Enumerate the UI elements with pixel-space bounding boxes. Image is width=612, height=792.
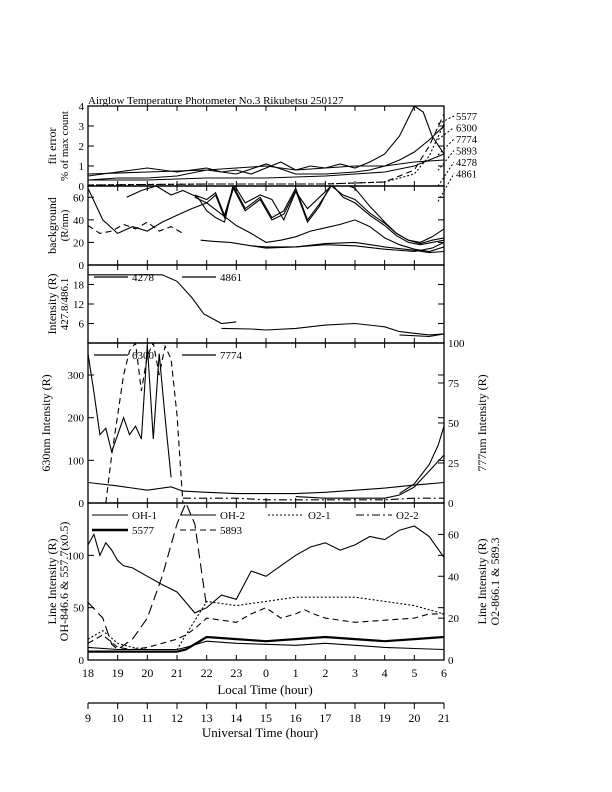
background-ytick-label: 40 <box>73 214 84 227</box>
ut-tick-label: 10 <box>111 711 124 725</box>
red_lines-ytick-label: 100 <box>67 455 84 468</box>
oh_o2-ylabel: Line Intensity (R) <box>45 538 59 625</box>
local-tick-label: 1 <box>292 666 299 680</box>
fit_error-series-4278 <box>88 124 444 185</box>
oh_o2-rtick-label: 20 <box>448 613 459 626</box>
fit_error-ytick-label: 4 <box>78 101 84 113</box>
figure-title: Airglow Temperature Photometer No.3 Rikubetsu 250127 <box>88 95 344 107</box>
ut-tick-label: 16 <box>289 711 302 725</box>
background-panel <box>45 184 444 272</box>
fit_error-series-4861 <box>88 114 444 185</box>
local-tick-label: 3 <box>352 666 358 680</box>
background-ytick-label: 20 <box>73 237 84 250</box>
blue_lines-ylabel: Intensity (R) <box>45 273 59 335</box>
local-tick-label: 21 <box>171 666 183 680</box>
oh_o2-panel <box>45 503 502 667</box>
local-tick-label: 22 <box>200 666 213 680</box>
fit-legend-5577: 5577 <box>456 112 477 123</box>
red_lines-rtick-label: 75 <box>448 378 459 390</box>
fit_error-ylabel: fit error <box>45 127 59 165</box>
fit_error-series-7774 <box>88 154 444 180</box>
ut-tick-label: 12 <box>171 711 183 725</box>
ut-tick-label: 21 <box>438 711 450 725</box>
local-tick-label: 19 <box>111 666 124 680</box>
oh-legend-5577: 5577 <box>132 525 154 537</box>
oh-legend-OH-2: OH-2 <box>220 510 246 522</box>
fit-legend-6300: 6300 <box>456 123 477 135</box>
fit-legend-7774: 7774 <box>456 135 477 146</box>
red_lines-rtick-label: 50 <box>448 418 459 430</box>
local-tick-label: 20 <box>141 666 154 680</box>
ut-label: Universal Time (hour) <box>201 725 319 740</box>
ut-tick-label: 18 <box>349 711 361 725</box>
ut-tick-label: 19 <box>378 711 391 725</box>
fit-legend-5893: 5893 <box>456 146 477 158</box>
red_lines-series-6300 <box>88 345 171 477</box>
blue_lines-series-4278 <box>88 275 236 324</box>
background-ylabel: background <box>45 197 59 254</box>
fit_error-ytick-label: 1 <box>78 161 84 173</box>
oh_o2-ylabel-right2: O2-866.1 & 589.3 <box>488 537 502 626</box>
local-tick-label: 5 <box>411 666 418 680</box>
red_lines-legend-6300: 6300 <box>132 350 154 362</box>
blue_lines-ytick-label: 6 <box>78 318 84 331</box>
oh-legend-O2-2: O2-2 <box>396 510 419 522</box>
oh-legend-5893: 5893 <box>220 525 242 537</box>
fit_error-ytick-label: 3 <box>78 121 84 133</box>
ut-tick-label: 9 <box>85 711 91 725</box>
local-tick-label: 23 <box>230 666 243 680</box>
fit-legend-4278: 4278 <box>456 158 477 169</box>
ut-tick-label: 11 <box>141 711 154 725</box>
background-series-5893 <box>195 184 444 245</box>
red_lines-frame <box>88 343 444 503</box>
oh_o2-ytick-label: 0 <box>78 655 84 667</box>
red_lines-ylabel-right: 777nm Intensity (R) <box>475 374 489 472</box>
red_lines-ytick-label: 200 <box>67 412 84 425</box>
blue_lines-ylabel2: 427.8/486.1 <box>59 277 71 331</box>
oh_o2-series-OH-1 <box>88 526 444 613</box>
red_lines-rtick-label: 100 <box>448 338 465 350</box>
red_lines-legend-7774: 7774 <box>220 350 242 362</box>
local-tick-label: 6 <box>441 666 447 680</box>
background-ylabel2: (R/nm) <box>59 209 71 242</box>
blue_lines-ytick-label: 18 <box>73 279 84 292</box>
local-tick-label: 18 <box>82 666 94 680</box>
fit_error-ylabel2: % of max count <box>59 111 71 181</box>
fit-legend-4861: 4861 <box>456 169 477 181</box>
oh_o2-rtick-label: 0 <box>448 655 454 667</box>
oh-legend-O2-1: O2-1 <box>308 510 331 522</box>
red_lines-series-7774-base <box>183 498 444 500</box>
oh_o2-series-O2-2 <box>88 608 444 650</box>
blue_lines-ytick-label: 12 <box>73 299 84 311</box>
oh_o2-rtick-label: 60 <box>448 529 459 542</box>
local-tick-label: 4 <box>381 666 388 680</box>
oh_o2-ytick-label: 50 <box>73 602 84 615</box>
ut-tick-label: 14 <box>230 711 243 725</box>
red_lines-series-7774 <box>106 343 183 503</box>
blue_lines-panel <box>45 265 444 343</box>
red_lines-series-6300-base <box>88 483 444 494</box>
oh_o2-rtick-label: 40 <box>448 571 459 584</box>
local-tick-label: 0 <box>263 666 269 680</box>
red_lines-rtick-label: 0 <box>448 498 454 510</box>
fit_error-ytick-label: 2 <box>78 141 84 153</box>
ut-tick-label: 17 <box>319 711 332 725</box>
blue_lines-series-4861 <box>222 324 445 335</box>
red_lines-ylabel: 630nm Intensity (R) <box>39 374 53 472</box>
ut-tick-label: 20 <box>408 711 421 725</box>
blue_lines-legend-4278: 4278 <box>132 272 154 284</box>
local-tick-label: 2 <box>322 666 329 680</box>
background-series-7774 <box>195 186 444 244</box>
red_lines-ytick-label: 0 <box>78 498 84 510</box>
ut-axis <box>85 703 450 725</box>
background-ytick-label: 0 <box>78 260 84 272</box>
fit_error-ytick-label: 0 <box>78 181 84 193</box>
red_lines-panel <box>39 338 489 510</box>
ut-tick-label: 15 <box>260 711 272 725</box>
local-time-label: Local Time (hour) <box>217 682 313 697</box>
oh_o2-ytick-label: 100 <box>67 550 84 563</box>
oh_o2-ylabel2: OH-846.6 & 557.7(x0.5) <box>57 521 71 642</box>
red_lines-series-777-rise <box>296 455 444 498</box>
red_lines-rtick-label: 25 <box>448 458 459 470</box>
local-time-axis <box>82 666 447 680</box>
panels <box>39 101 502 667</box>
oh-legend-OH-1: OH-1 <box>132 510 158 522</box>
blue_lines-legend-4861: 4861 <box>220 272 242 284</box>
oh_o2-ylabel-right: Line Intensity (R) <box>475 538 489 625</box>
background-ytick-label: 60 <box>73 192 84 205</box>
fit-legend-leader <box>438 139 454 155</box>
ut-tick-label: 13 <box>200 711 213 725</box>
red_lines-ytick-label: 300 <box>67 370 84 382</box>
background-frame <box>88 186 444 265</box>
fit_error-series-5893 <box>88 160 444 174</box>
